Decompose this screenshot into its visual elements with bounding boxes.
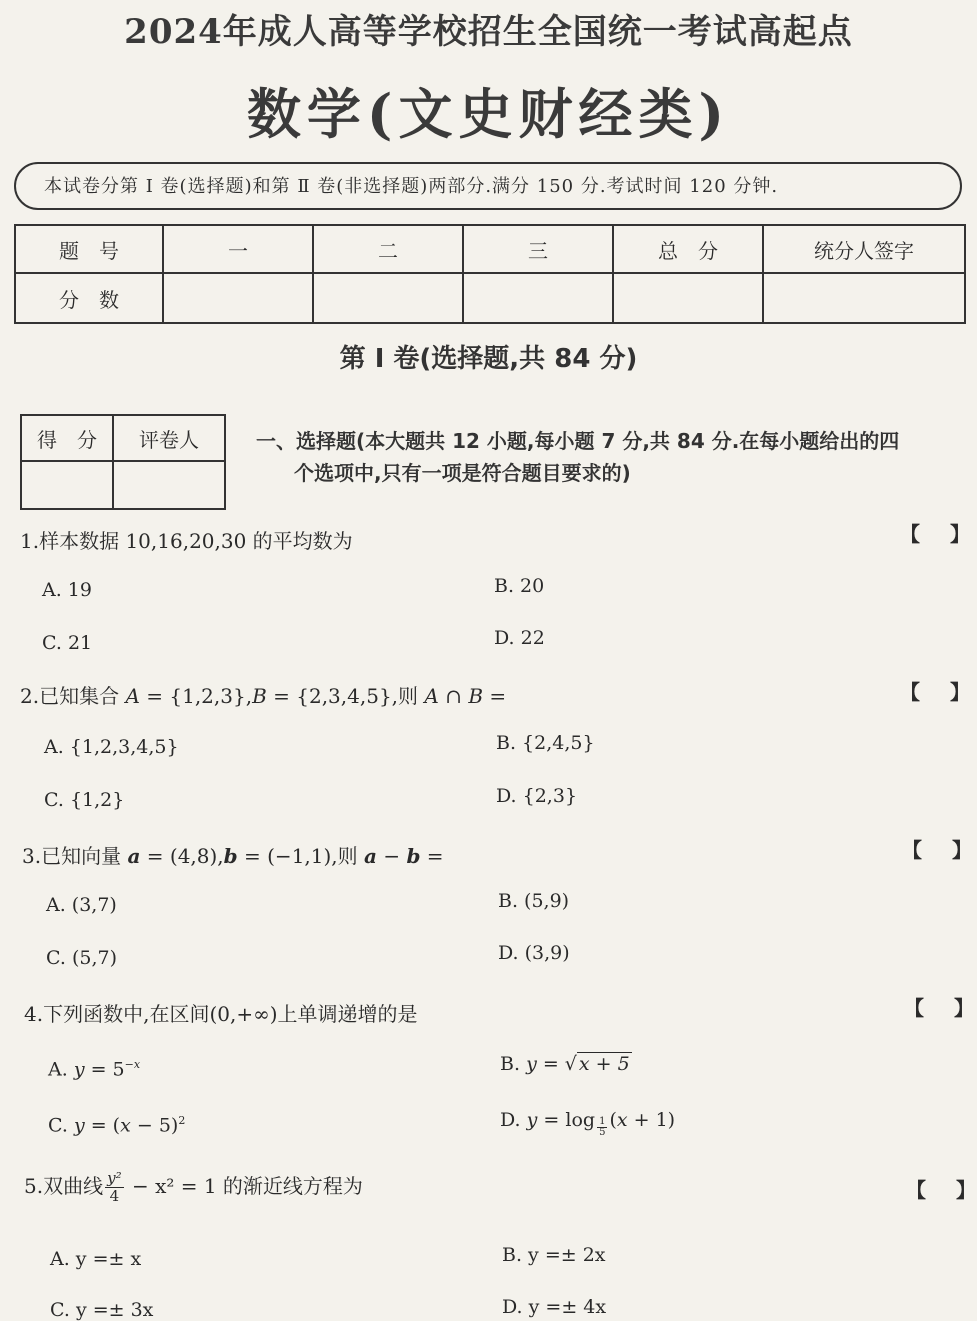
fraction-numerator: y² [107, 1169, 122, 1187]
vector-b: b [223, 844, 238, 868]
stem-part: 双曲线 [43, 1174, 104, 1198]
score-cell-total[interactable] [613, 273, 763, 323]
stem-part: − x² = 1 的渐近线方程为 [125, 1174, 363, 1198]
bracket-close: 】 [950, 680, 970, 704]
set-a: A [125, 684, 140, 708]
option-2d[interactable]: D. {2,3} [496, 785, 578, 807]
vector-a: a [127, 844, 141, 868]
grader-name-label: 评卷人 [113, 415, 225, 461]
bracket-open: 【 [902, 838, 922, 862]
question-5-stem [24, 1170, 363, 1205]
option-5a[interactable]: A. y =± x [50, 1248, 142, 1270]
option-5d[interactable]: D. y =± 4x [502, 1296, 607, 1318]
stem-part: = [483, 684, 507, 708]
log-base-den: 5 [599, 1127, 606, 1139]
option-2b[interactable]: B. {2,4,5} [496, 732, 595, 754]
set-b: B [252, 684, 267, 708]
score-row-label: 分 数 [15, 273, 163, 323]
score-header-part3: 三 [463, 225, 613, 273]
section-instructions [256, 425, 968, 489]
var-y: y [526, 1053, 537, 1075]
bracket-close: 】 [950, 522, 970, 546]
bracket-open: 【 [904, 996, 924, 1020]
option-5c[interactable]: C. y =± 3x [50, 1299, 154, 1321]
question-number: 1. [20, 529, 40, 553]
vector-b: b [406, 844, 421, 868]
stem-part: 已知集合 [39, 684, 126, 708]
option-2a[interactable]: A. {1,2,3,4,5} [44, 736, 179, 758]
question-number: 5. [24, 1174, 44, 1198]
bracket-open: 【 [900, 522, 920, 546]
option-expr: = √ [536, 1053, 577, 1075]
option-3c[interactable]: C. (5,7) [46, 947, 117, 969]
answer-bracket-1[interactable] [900, 518, 970, 547]
option-expr: = 5 [84, 1058, 125, 1081]
option-1c[interactable]: C. 21 [42, 632, 93, 654]
option-4a[interactable] [48, 1058, 140, 1080]
stem-part: 已知向量 [41, 844, 128, 868]
stem-part: = {2,3,4,5},则 [266, 684, 425, 708]
option-label: A. [48, 1058, 68, 1081]
score-header-part1: 一 [163, 225, 313, 273]
var-y: y [73, 1114, 85, 1137]
option-4c[interactable] [48, 1114, 185, 1136]
exponent: 2 [178, 1114, 186, 1127]
intersection-symbol: ∩ [438, 684, 469, 708]
score-cell-part3[interactable] [463, 273, 613, 323]
option-4d[interactable] [500, 1109, 675, 1138]
bracket-close: 】 [952, 838, 972, 862]
var-y: y [526, 1109, 538, 1131]
option-4b[interactable] [500, 1053, 632, 1075]
log-base [595, 1116, 609, 1139]
stem-part: = (−1,1),则 [237, 844, 365, 868]
fraction [105, 1170, 124, 1205]
question-4-stem [24, 998, 418, 1027]
question-number: 4. [24, 1002, 44, 1026]
answer-bracket-4[interactable] [904, 992, 974, 1021]
score-cell-part2[interactable] [313, 273, 463, 323]
option-expr: = log [537, 1109, 596, 1131]
var-x: x [616, 1109, 628, 1131]
score-header-total: 总 分 [613, 225, 763, 273]
part1-title: 第 Ⅰ 卷(选择题,共 84 分) [339, 344, 638, 374]
stem-part: = (4,8), [140, 844, 224, 868]
bracket-close: 】 [956, 1178, 976, 1202]
score-cell-part1[interactable] [163, 273, 313, 323]
answer-bracket-2[interactable] [900, 676, 970, 705]
grader-score-cell[interactable] [21, 461, 113, 509]
question-text: 样本数据 10,16,20,30 的平均数为 [39, 529, 353, 553]
section-line1: 一、选择题(本大题共 12 小题,每小题 7 分,共 84 分.在每小题给出的四 [256, 429, 900, 453]
bracket-open: 【 [906, 1178, 926, 1202]
option-expr: + 1) [627, 1109, 676, 1131]
grader-name-cell[interactable] [113, 461, 225, 509]
stem-part: = [420, 844, 444, 868]
option-label: C. [48, 1114, 68, 1137]
intro-text: 本试卷分第 Ⅰ 卷(选择题)和第 Ⅱ 卷(非选择题)两部分.满分 150 分.考试时间 120 分钟. [44, 176, 779, 197]
option-5b[interactable]: B. y =± 2x [502, 1244, 606, 1266]
question-2-stem [20, 680, 506, 709]
grader-table [20, 414, 226, 510]
score-header-signature: 统分人签字 [763, 225, 965, 273]
option-3b[interactable]: B. (5,9) [498, 890, 570, 912]
score-cell-signature[interactable] [763, 273, 965, 323]
option-expr: = ( [84, 1114, 121, 1137]
score-header-question-no: 题 号 [15, 225, 163, 273]
question-number: 2. [20, 684, 40, 708]
minus-symbol: − [376, 844, 407, 868]
radicand: x + 5 [578, 1053, 630, 1075]
grader-score-label: 得 分 [21, 415, 113, 461]
question-number: 3. [22, 844, 42, 868]
option-1d[interactable]: D. 22 [494, 627, 545, 649]
bracket-close: 】 [954, 996, 974, 1020]
option-expr: − 5) [130, 1114, 179, 1137]
option-3a[interactable]: A. (3,7) [46, 894, 117, 916]
exam-subtitle: 数学(文史财经类) [246, 82, 731, 146]
stem-part: = {1,2,3}, [139, 684, 253, 708]
section-line2: 个选项中,只有一项是符合题目要求的) [294, 461, 631, 485]
fraction-denominator: 4 [109, 1187, 120, 1205]
set-a: A [424, 684, 439, 708]
answer-bracket-3[interactable] [902, 834, 972, 863]
answer-bracket-5[interactable] [906, 1174, 976, 1203]
var-y: y [73, 1058, 85, 1081]
option-1a[interactable]: A. 19 [42, 579, 92, 601]
set-b: B [468, 684, 484, 708]
option-2c[interactable]: C. {1,2} [44, 789, 125, 811]
option-1b[interactable]: B. 20 [494, 575, 545, 597]
var-x: x [120, 1114, 131, 1137]
option-expr: ( [609, 1109, 617, 1131]
exam-title: 2024年成人高等学校招生全国统一考试高起点 [124, 12, 853, 52]
vector-a: a [364, 844, 377, 868]
question-1-stem [20, 525, 353, 554]
score-header-part2: 二 [313, 225, 463, 273]
score-table [14, 224, 966, 324]
log-base-num: 1 [599, 1116, 606, 1128]
option-label: D. [500, 1109, 521, 1131]
option-label: B. [500, 1053, 521, 1075]
option-3d[interactable]: D. (3,9) [498, 942, 570, 964]
question-3-stem [22, 840, 444, 869]
bracket-open: 【 [900, 680, 920, 704]
exponent: −x [124, 1058, 141, 1071]
question-text: 下列函数中,在区间(0,+∞)上单调递增的是 [43, 1002, 418, 1026]
